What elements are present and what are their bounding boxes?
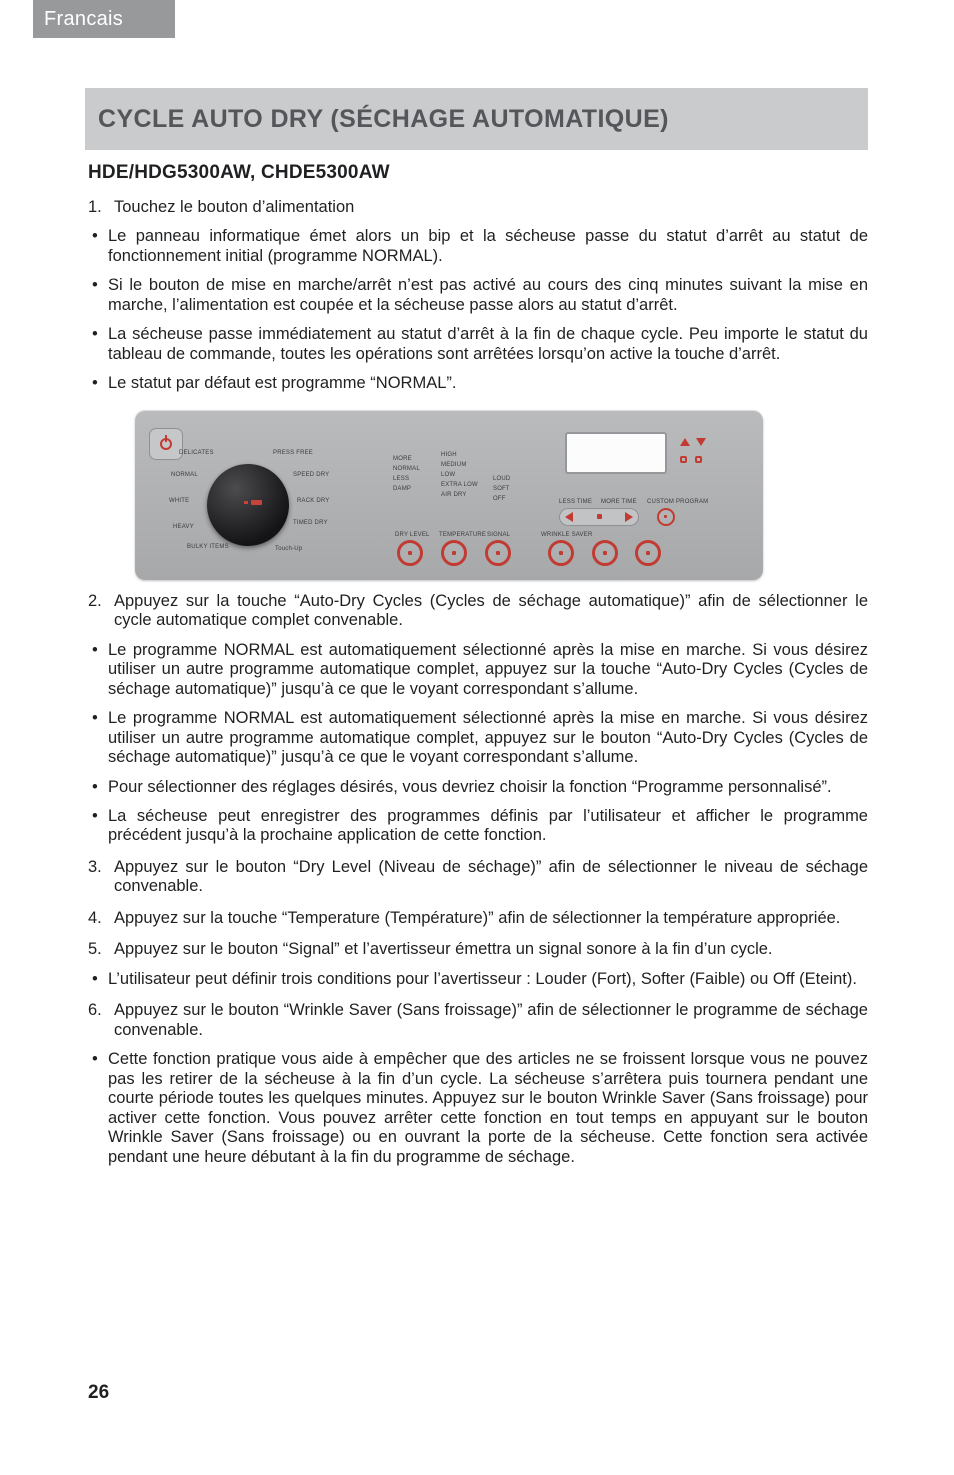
left-arrow-icon — [565, 512, 573, 522]
dry-level-option: MORE — [393, 455, 412, 462]
status-indicator-icon — [695, 456, 702, 463]
bullet-text: Pour sélectionner des réglages désirés, vous devriez choisir la fonction “Programme personnalisé”. — [108, 777, 832, 796]
knob-label: PRESS FREE — [273, 449, 314, 456]
language-tab-label: Francais — [44, 7, 124, 30]
bullet-marker — [92, 227, 108, 266]
temperature-button-label: TEMPERATURE — [439, 531, 487, 538]
signal-option: SOFT — [493, 485, 510, 492]
step-4 — [88, 909, 868, 928]
wrinkle-saver-button — [548, 540, 574, 566]
wrinkle-saver-button-label: WRINKLE SAVER — [541, 531, 593, 538]
bullet-text: L’utilisateur peut définir trois conditions pour l’avertisseur : Louder (Fort), Softer (Faible) ou Off (Eteint). — [108, 969, 857, 988]
list-item — [88, 778, 868, 797]
bullet-marker — [92, 374, 108, 393]
knob-label: DELICATES — [179, 449, 214, 456]
knob-label: RACK DRY — [297, 497, 330, 504]
step-number: 5. — [88, 940, 102, 959]
power-icon — [160, 438, 172, 450]
knob-label: TIMED DRY — [293, 519, 328, 526]
knob-label: BULKY ITEMS — [187, 543, 229, 550]
custom-program-label: CUSTOM PROGRAM — [647, 498, 709, 505]
bullet-marker — [92, 641, 108, 699]
list-item — [88, 374, 868, 393]
bullet-text: La sécheuse peut enregistrer des programmes définis par l’utilisateur et afficher le programme précédent jusqu’à la prochaine application de cette fonction. — [108, 806, 868, 845]
temperature-option: EXTRA LOW — [441, 481, 478, 488]
bullet-text: La sécheuse passe immédiatement au statut d’arrêt à la fin de chaque cycle. Peu importe le statut du tableau de commande, toutes les opérations sont arrêtées lorsqu’on active la touche d’arrêt. — [108, 325, 868, 363]
bullet-text: Le programme NORMAL est automatiquement sélectionné après la mise en marche. Si vous désirez utiliser un autre programme automatique complet, appuyez sur la touche “Auto-Dry Cycles (Cycles de séchage automatique)” jusqu’à ce que le voyant correspondant s’allume. — [108, 640, 868, 698]
led-display — [565, 432, 667, 474]
bullet-marker — [92, 276, 108, 315]
knob-label: WHITE — [169, 497, 190, 504]
dry-level-option: DAMP — [393, 485, 412, 492]
signal-option: LOUD — [493, 475, 511, 482]
list-item — [88, 709, 868, 767]
step-text: Appuyez sur la touche “Temperature (Température)” afin de sélectionner la température appropriée. — [114, 908, 841, 927]
right-arrow-icon — [625, 512, 633, 522]
page-title: CYCLE AUTO DRY (SÉCHAGE AUTOMATIQUE) — [98, 104, 669, 133]
knob-label: NORMAL — [171, 471, 198, 478]
step-number: 2. — [88, 591, 102, 610]
bullet-marker — [92, 778, 108, 797]
more-time-label: MORE TIME — [601, 498, 637, 505]
control-panel-image — [135, 410, 763, 580]
dry-level-option: NORMAL — [393, 465, 420, 472]
language-tab — [33, 0, 175, 38]
knob-label: SPEED DRY — [293, 471, 330, 478]
temperature-option: MEDIUM — [441, 461, 467, 468]
step-text: Appuyez sur le bouton “Dry Level (Niveau de séchage)” afin de sélectionner le niveau de séchage convenable. — [114, 857, 868, 896]
list-item — [88, 970, 868, 989]
step-3 — [88, 858, 868, 897]
bullet-marker — [92, 1050, 108, 1167]
bullet-marker — [92, 709, 108, 767]
step-2 — [88, 592, 868, 631]
bullet-text: Si le bouton de mise en marche/arrêt n’est pas activé au cours des cinq minutes suivant la mise en marche, l’alimentation est coupée et la sécheuse passe alors au statut d’arrêt. — [108, 276, 868, 314]
bullet-text: Le statut par défaut est programme “NORMAL”. — [108, 374, 457, 393]
dry-level-button-label: DRY LEVEL — [395, 531, 430, 538]
dry-level-option: LESS — [393, 475, 410, 482]
list-item — [88, 227, 868, 266]
step-6 — [88, 1001, 868, 1040]
temperature-option: LOW — [441, 471, 456, 478]
bullet-marker — [92, 807, 108, 846]
bullet-marker — [92, 325, 108, 364]
knob-indicator — [251, 500, 262, 505]
lock-indicator-icon — [680, 456, 687, 463]
temperature-option: HIGH — [441, 451, 457, 458]
list-item — [88, 1050, 868, 1167]
temperature-option: AIR DRY — [441, 491, 467, 498]
bullet-text: Le panneau informatique émet alors un bip et la sécheuse passe du statut d’arrêt au statut de fonctionnement initial (programme NORMAL). — [108, 227, 868, 265]
step-text: Touchez le bouton d’alimentation — [114, 198, 355, 216]
model-heading: HDE/HDG5300AW, CHDE5300AW — [88, 162, 390, 183]
signal-button-label: SIGNAL — [487, 531, 511, 538]
power-button — [149, 428, 183, 460]
bullet-marker — [92, 970, 108, 989]
list-item — [88, 325, 868, 364]
cycle-selector-knob — [207, 464, 289, 546]
bullet-text: Le programme NORMAL est automatiquement sélectionné après la mise en marche. Si vous désirez utiliser un autre programme automatique complet, appuyez sur le bouton “Auto-Dry Cycles (Cycles de séchage automatique)” jusqu’à ce que le voyant correspondant s’allume. — [108, 709, 868, 767]
less-time-label: LESS TIME — [559, 498, 593, 505]
knob-label: HEAVY — [173, 523, 194, 530]
step-number: 6. — [88, 1001, 102, 1020]
custom-program-button — [657, 508, 675, 526]
step-5 — [88, 940, 868, 959]
signal-button — [485, 540, 511, 566]
time-dot-icon — [597, 514, 602, 519]
temperature-button — [441, 540, 467, 566]
list-item — [88, 807, 868, 846]
step-number: 4. — [88, 908, 102, 927]
step-1 — [88, 198, 868, 217]
section-title-banner — [85, 88, 868, 150]
list-item — [88, 276, 868, 315]
dry-level-button — [397, 540, 423, 566]
step-number: 1. — [88, 198, 102, 216]
list-item — [88, 641, 868, 699]
time-adjust-buttons — [559, 508, 639, 526]
panel-button — [635, 540, 661, 566]
panel-button — [592, 540, 618, 566]
knob-label: Touch-Up — [275, 545, 303, 552]
control-panel-figure — [135, 410, 868, 580]
page-number: 26 — [88, 1382, 110, 1403]
step-text: Appuyez sur le bouton “Wrinkle Saver (Sans froissage)” afin de sélectionner le programme de séchage convenable. — [114, 1001, 868, 1039]
document-body — [88, 162, 868, 1167]
down-arrow-icon — [696, 438, 706, 446]
step-text: Appuyez sur la touche “Auto-Dry Cycles (Cycles de séchage automatique)” afin de sélectionner le cycle automatique complet convenable. — [114, 591, 868, 630]
step-text: Appuyez sur le bouton “Signal” et l’avertisseur émettra un signal sonore à la fin d’un cycle. — [114, 940, 773, 959]
signal-option: OFF — [493, 495, 506, 502]
bullet-text: Cette fonction pratique vous aide à empêcher que des articles ne se froissent lorsque vous ne pouvez pas les retirer de la sécheuse à la fin d’un cycle. La sécheuse s’arrêtera puis tournera pendant une courte période toutes les quelques minutes. Appuyez sur le bouton Wrinkle Saver (Sans froissage) pour activer cette fonction. Vous pouvez arrêter cette fonction en tout temps en appuyant sur le bouton Wrinkle Saver (Sans froissage) ou en ouvrant la porte de la sécheuse. Cette fonction sera activée pendant une heure débutant à la fin du programme de séchage. — [108, 1050, 868, 1166]
up-arrow-icon — [680, 438, 690, 446]
step-number: 3. — [88, 857, 102, 876]
